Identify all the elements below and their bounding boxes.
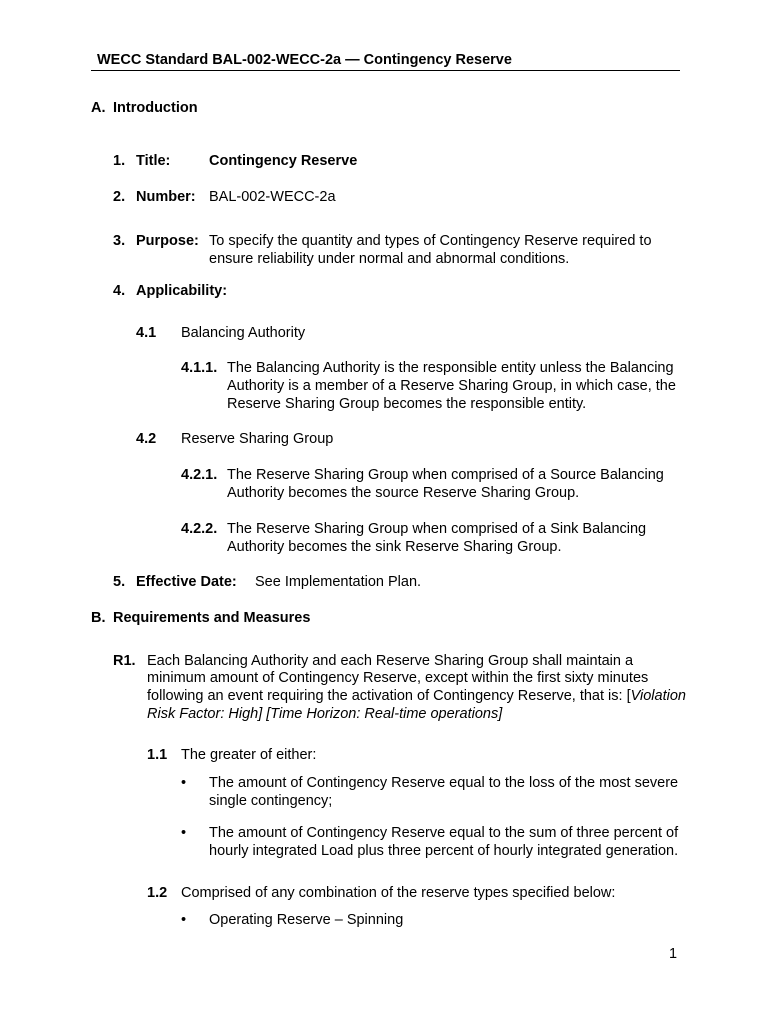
item-2-value: BAL-002-WECC-2a [209, 189, 336, 205]
item-5-label: Effective Date: [136, 574, 237, 590]
bullet-1-1-a-line-2: single contingency; [209, 793, 333, 809]
page-number: 1 [669, 946, 678, 962]
bullet-1-2-a-text: Operating Reserve – Spinning [209, 912, 404, 928]
requirement-r1-line-3-italic: Violation [630, 688, 686, 704]
item-4-2-1-line-2: Authority becomes the source Reserve Sharing Group. [227, 485, 580, 501]
header-divider [91, 70, 680, 71]
item-3-text-line-1: To specify the quantity and types of Contingency Reserve required to [209, 233, 652, 249]
item-4-2-1-line-1: The Reserve Sharing Group when comprised of a Source Balancing [227, 467, 664, 483]
item-4-1-1-line-3: Reserve Sharing Group becomes the responsible entity. [227, 396, 587, 412]
item-1-label: Title: [136, 153, 171, 169]
item-2-label: Number: [136, 189, 196, 205]
item-4-2-text: Reserve Sharing Group [181, 431, 334, 447]
item-1-2-text: Comprised of any combination of the reserve types specified below: [181, 885, 616, 901]
item-1-value: Contingency Reserve [209, 153, 358, 169]
requirement-r1-line-3 [147, 688, 686, 704]
bullet-1-1-b-line-1: The amount of Contingency Reserve equal to the sum of three percent of [209, 825, 679, 841]
item-4-1-text: Balancing Authority [181, 325, 306, 341]
item-5-number: 5. [113, 574, 126, 590]
item-1-2-number: 1.2 [147, 885, 168, 901]
bullet-1-1-b-line-2: hourly integrated Load plus three percent of hourly integrated generation. [209, 843, 679, 859]
requirement-r1-line-2: minimum amount of Contingency Reserve, except within the first sixty minutes [147, 670, 649, 686]
item-3-label: Purpose: [136, 233, 199, 249]
item-4-1-1-line-1: The Balancing Authority is the responsible entity unless the Balancing [227, 360, 674, 376]
bullet-1-2-a: • [181, 912, 187, 928]
item-4-2-2-line-2: Authority becomes the sink Reserve Sharing Group. [227, 539, 562, 555]
requirement-r1-line-3-text: following an event requiring the activation of Contingency Reserve, that is: [ [147, 688, 631, 704]
item-3-text-line-2: ensure reliability under normal and abnormal conditions. [209, 251, 570, 267]
section-a-label: A. [91, 100, 106, 116]
requirement-r1-number: R1. [113, 653, 136, 669]
item-4-2-2-line-1: The Reserve Sharing Group when comprised of a Sink Balancing [227, 521, 647, 537]
section-b-heading: Requirements and Measures [113, 610, 311, 626]
bullet-1-1-b: • [181, 825, 187, 841]
item-4-2-1-number: 4.2.1. [181, 467, 218, 483]
item-4-2-2-number: 4.2.2. [181, 521, 218, 537]
item-4-number: 4. [113, 283, 126, 299]
bullet-1-1-a-line-1: The amount of Contingency Reserve equal to the loss of the most severe [209, 775, 679, 791]
section-b-label: B. [91, 610, 106, 626]
item-1-1-number: 1.1 [147, 747, 168, 763]
item-3-number: 3. [113, 233, 126, 249]
item-1-number: 1. [113, 153, 126, 169]
item-5-value: See Implementation Plan. [255, 574, 422, 590]
item-4-2-number: 4.2 [136, 431, 157, 447]
item-2-number: 2. [113, 189, 126, 205]
bullet-1-1-a: • [181, 775, 187, 791]
document-header-title: WECC Standard BAL-002-WECC-2a — Contingency Reserve [97, 52, 512, 68]
item-4-1-1-line-2: Authority is a member of a Reserve Sharing Group, in which case, the [227, 378, 676, 394]
requirement-r1-line-1: Each Balancing Authority and each Reserve Sharing Group shall maintain a [147, 653, 634, 669]
item-1-1-text: The greater of either: [181, 747, 317, 763]
requirement-r1-line-4: Risk Factor: High] [Time Horizon: Real-time operations] [147, 706, 503, 722]
section-a-heading: Introduction [113, 100, 198, 116]
item-4-1-number: 4.1 [136, 325, 157, 341]
item-4-label: Applicability: [136, 283, 228, 299]
item-4-1-1-number: 4.1.1. [181, 360, 218, 376]
